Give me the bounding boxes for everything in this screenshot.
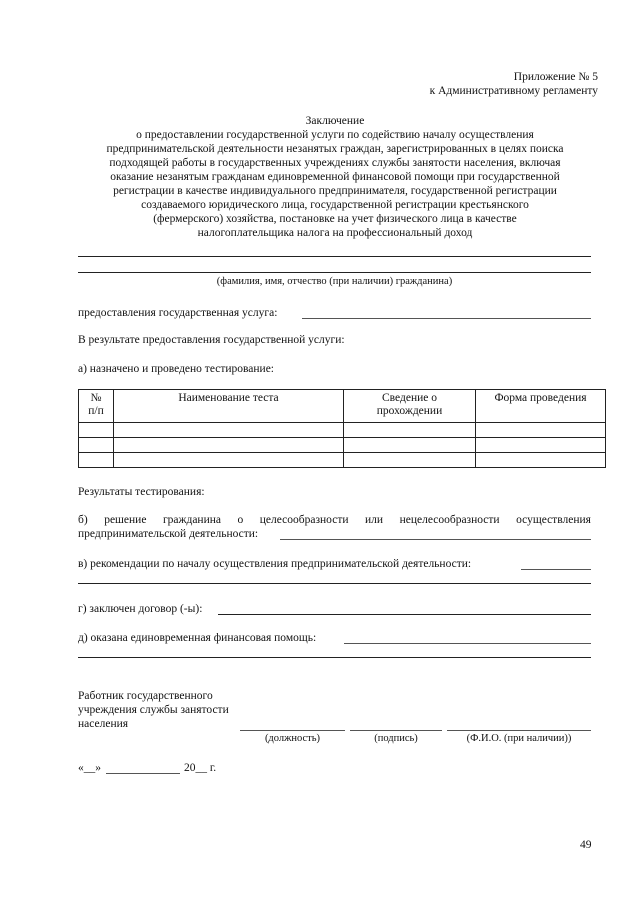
col-info-line2: прохождении: [376, 405, 443, 417]
table-row: [79, 438, 606, 453]
item-b-word: о: [237, 514, 244, 526]
table-cell[interactable]: [79, 438, 114, 453]
page-number: 49: [580, 839, 592, 851]
item-v-blank[interactable]: [521, 569, 591, 570]
item-b-word: или: [365, 514, 384, 526]
worker-label-line3: населения: [78, 718, 129, 730]
table-cell[interactable]: [114, 423, 344, 438]
item-g-contract: г) заключен договор (-ы):: [78, 603, 203, 615]
table-cell[interactable]: [79, 423, 114, 438]
appendix-regulation: к Административному регламенту: [429, 85, 598, 97]
subject-line: предпринимательской деятельности незанятых граждан, зарегистрированных в целях поиска: [106, 143, 564, 155]
table-cell[interactable]: [476, 423, 606, 438]
testing-table: [78, 389, 606, 468]
item-b-word: целесообразности: [259, 514, 349, 526]
subject-line: оказание незанятым гражданам единовременной финансовой помощи при государственной: [110, 171, 560, 183]
item-b-line2: предпринимательской деятельности:: [78, 528, 259, 540]
table-cell[interactable]: [344, 423, 476, 438]
fio-blank-line-1[interactable]: [78, 256, 591, 257]
subject-line: налогоплательщика налога на профессиональный доход: [197, 227, 473, 239]
col-header-form: Форма проведения: [476, 390, 606, 423]
subject-line: о предоставлении государственной услуги по содействию началу осуществления: [136, 129, 534, 141]
service-label: предоставления государственная услуга:: [78, 307, 278, 319]
item-b-word: гражданина: [162, 514, 221, 526]
item-b-word: нецелесообразности: [399, 514, 500, 526]
subject-line: создаваемого юридического лица, государственной регистрации крестьянского: [141, 199, 529, 211]
appendix-number: Приложение № 5: [513, 71, 598, 83]
item-b-blank[interactable]: [280, 539, 591, 540]
col-info-line1: Сведение о: [382, 392, 437, 404]
table-row: [79, 423, 606, 438]
item-v-blank-line-2[interactable]: [78, 583, 591, 584]
document-title: Заключение: [305, 115, 365, 127]
table-cell[interactable]: [344, 453, 476, 468]
date-day: «__»: [78, 762, 101, 774]
table-row: [79, 453, 606, 468]
item-d-blank[interactable]: [344, 643, 591, 644]
table-cell[interactable]: [114, 438, 344, 453]
item-g-blank[interactable]: [218, 614, 591, 615]
name-blank[interactable]: [447, 730, 591, 731]
item-b-word: решение: [104, 514, 147, 526]
table-cell[interactable]: [344, 438, 476, 453]
position-blank[interactable]: [240, 730, 345, 731]
date-year: 20__ г.: [184, 762, 217, 774]
results-label: Результаты тестирования:: [78, 486, 205, 498]
table-cell[interactable]: [114, 453, 344, 468]
signature-blank[interactable]: [350, 730, 442, 731]
subject-line: (фермерского) хозяйства, постановке на учет физического лица в качестве: [153, 213, 517, 225]
item-b-word: осуществления: [516, 514, 591, 526]
fio-caption: (фамилия, имя, отчество (при наличии) гражданина): [216, 276, 453, 287]
item-d-financial-aid: д) оказана единовременная финансовая помощь:: [78, 632, 317, 644]
subject-line: регистрации в качестве индивидуального предпринимателя, государственной регистрации: [113, 185, 557, 197]
table-header-row: [79, 390, 606, 423]
service-blank[interactable]: [302, 318, 591, 319]
item-b-word: б): [78, 514, 88, 526]
item-a-testing: а) назначено и проведено тестирование:: [78, 363, 274, 375]
item-b-line1: [78, 513, 591, 527]
table-cell[interactable]: [476, 438, 606, 453]
worker-label-line2: учреждения службы занятости: [78, 704, 229, 716]
item-d-blank-line-2[interactable]: [78, 657, 591, 658]
col-number-line1: №: [90, 392, 102, 404]
fio-blank-line-2[interactable]: [78, 272, 591, 273]
col-header-info: [344, 390, 476, 423]
date-month-blank[interactable]: [106, 773, 180, 774]
table-cell[interactable]: [79, 453, 114, 468]
col-header-test-name: Наименование теста: [114, 390, 344, 423]
table-cell[interactable]: [476, 453, 606, 468]
col-header-number: [79, 390, 114, 423]
col-number-line2: п/п: [88, 405, 104, 417]
position-caption: (должность): [264, 733, 321, 744]
item-v-recommendations: в) рекомендации по началу осуществления предпринимательской деятельности:: [78, 558, 472, 570]
name-caption: (Ф.И.О. (при наличии)): [466, 733, 572, 744]
document-subject: [40, 128, 630, 240]
signature-caption: (подпись): [374, 733, 418, 744]
result-intro: В результате предоставления государственной услуги:: [78, 334, 345, 346]
subject-line: подходящей работы в государственных учреждениях службы занятости населения, включая: [109, 157, 561, 169]
worker-label-line1: Работник государственного: [78, 690, 213, 702]
